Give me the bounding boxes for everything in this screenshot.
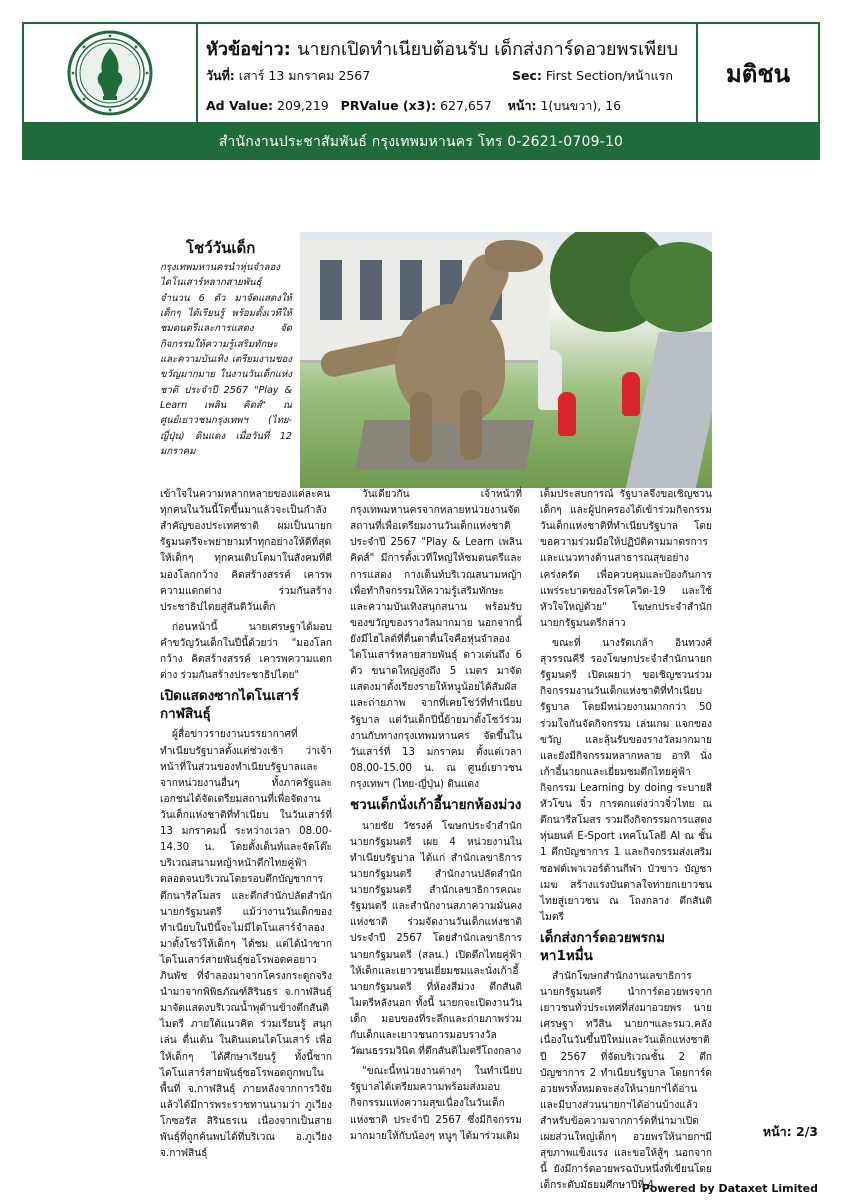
page-number-value: 2/3 <box>796 1124 818 1139</box>
subheading: เด็กส่งการ์ดอวยพรกมหา1หมื่น <box>540 929 665 964</box>
header-info <box>200 24 700 122</box>
dino-pedestal <box>356 420 535 470</box>
column-2 <box>350 487 522 1149</box>
page-value: 1(บนขวา), 16 <box>540 98 622 113</box>
photo-window <box>360 260 382 320</box>
page-number <box>763 1122 818 1142</box>
page-label: หน้า: <box>507 98 537 113</box>
powered-by: Powered by Dataxet Limited <box>641 1182 818 1195</box>
bma-seal-icon <box>67 30 153 116</box>
pr-value-label: PRValue (x3): <box>340 98 437 113</box>
article-columns <box>160 487 712 1192</box>
paragraph: ขณะที่ นางรัดเกล้า อินทวงศ์ สุวรรณคีรี รองโฆษกประจำสำนักนายกรัฐมนตรี เปิดเผยว่า ขอเชิญชวนร่วมกิจกรรมงานวันเด็กแห่งชาติที่ทำเนียบรัฐบาล โดยมีหน่วยงานมากกว่า 50 ร่วมใจกันจัดกิจกรรม เล่นเกม แจกของขวัญ และลุ้นรับของรางวัลมากมาย และยังมีกิจกรรมหลากหลาย อาทิ นั่งเก้าอี้นายกและเยี่ยมชมตึกไทยคู่ฟ้า กิจกรรม Learning by doing ระบายสีหัวโขน จิ๋ว การตกแต่งว่าวจิ๋วไทย ณ ตึกนารีสโมสร รวมถึงกิจกรรมการแสดงหุ่นยนต์ E-Sport เทคโนโลยี AI ณ ชั้น 1 ตึกบัญชาการ 1 และกิจกรรมส่งเสริมซอฟต์เพาเวอร์ด้านกีฬา บัวขาว บัญชาเมฆ สร้างแรงบันดาลใจท่ายกเยาวชนไทยสู่เยาวชน ณ โถงกลาง ตึกสันติไมตรี <box>540 637 712 923</box>
section-label: Sec: <box>512 68 542 83</box>
paragraph: เข้าใจในความหลากหลายของแต่ละคน ทุกคนในวันนี้โตขึ้นมาแล้วจะเป็นกำลังสำคัญของประเทศชาติ ผมเป็นนายกรัฐมนตรีจะพยายามทำทุกอย่างให้ดีที่สุด ให้เด็กๆ ทุกคนเติบโตมาในสังคมที่ดี มองโลกกว้าง คิดสร้างสรรค์ เคารพความแตกต่าง ร่วมกันสร้างประชาธิปไตยสู่สันติวันเด็ก <box>160 489 332 613</box>
ad-value: 209,219 <box>277 98 329 113</box>
headline-label: หัวข้อข่าว: <box>206 39 291 60</box>
paragraph: วันเดียวกัน เจ้าหน้าที่กรุงเทพมหานครจากหลายหน่วยงานจัดสถานที่เพื่อเตรียมงานวันเด็กแห่งชาติ ประจำปี 2567 "Play & Learn เพลิน คิดส์" มีการตั้งเวทีใหญ่ให้ชมดนตรีและการแสดง กางเต็นท์บริเวณสนามหญ้าเพื่อทำกิจกรรมให้ความรู้เสริมทักษะ และความบันเทิงสนุกสนาน พร้อมรับของขวัญของรางวัลมากมาย นอกจากนี้ยังมีไฮไลต์ที่ตื่นตาตื่นใจคือหุ่นจำลองไดโนเสาร์หลายสายพันธุ์ ดาวเด่นถึง 6 ตัว ขนาดใหญ่สูงถึง 5 เมตร มาจัดแสดงมาตั้งเรียงรายให้หนูน้อยได้สัมผัสและถ่ายภาพ จากที่เคยโชว์ที่ทำเนียบรัฐบาล แต่วันเด็กปีนี้ย้ายมาตั้งโชว์ร่วมงานกับทางกรุงเทพมหานคร จัดขึ้นในวันเสาร์ที่ 13 มกราคม ตั้งแต่เวลา 08.00-15.00 น. ณ ศูนย์เยาวชนกรุงเทพฯ (ไทย-ญี่ปุ่น) ดินแดง <box>350 489 522 790</box>
subheading: เปิดแสดงซากไดโนเสาร์กาฬสินธุ์ <box>160 688 299 722</box>
headline: นายกเปิดทำเนียบต้อนรับ เด็กส่งการ์ดอวยพรเพียบ <box>297 39 679 60</box>
date-label: วันที่: <box>206 68 235 83</box>
photo-window <box>320 260 342 320</box>
column-1 <box>160 487 332 1166</box>
section-row <box>512 66 673 86</box>
paragraph: นายชัย วัชรงค์ โฆษกประจำสำนักนายกรัฐมนตรี เผย 4 หน่วยงานในทำเนียบรัฐบาล ได้แก่ สำนักเลขาธิการนายกรัฐมนตรี สำนักงานปลัดสำนักนายกรัฐมนตรี สำนักเลขาธิการคณะรัฐมนตรี และสำนักงานสภาความมั่นคงแห่งชาติ ร่วมจัดงานวันเด็กแห่งชาติ ประจำปี 2567 โดยสำนักเลขาธิการนายกรัฐมนตรี (สลน.) เปิดตึกไทยคู่ฟ้าให้เด็กและเยาวชนเยี่ยมชมและนั่งเก้าอี้นายกรัฐมนตรี ที่ห้องสีม่วง ตึกสันติไมตรีหลังนอก ทั้งนี้ นายกจะเปิดงานวันเด็ก มอบของที่ระลึกและถ่ายภาพร่วมกับเด็กและเยาวชนการมอบรางวัลวัฒนธรรมวินิต ที่ตึกสันติไมตรีโถงกลาง <box>350 820 522 1058</box>
logo-box <box>24 24 198 122</box>
dino-leg <box>410 392 432 462</box>
paragraph: ก่อนหน้านี้ นายเศรษฐาได้มอบคำขวัญวันเด็กในปีนี้ด้วยว่า "มองโลกกว้าง คิดสร้างสรรค์ เคารพความแตกต่าง ร่วมกันสร้างประชาธิปไตย" <box>160 621 332 682</box>
dino-head <box>485 240 543 272</box>
article <box>160 232 712 1192</box>
newspaper-logo: มติชน <box>725 59 791 88</box>
paragraph: เต็มประสบการณ์ รัฐบาลจึงขอเชิญชวนเด็กๆ และผู้ปกครองได้เข้าร่วมกิจกรรมวันเด็กแห่งชาติที่ทำเนียบรัฐบาล โดยขอความร่วมมือให้ปฏิบัติตามมาตรการและแนวทางด้านสาธารณสุขอย่างเคร่งครัด เพื่อควบคุมและป้องกันการแพร่ระบาดของโรคโควิด-19 และใช้หัวใจใหญ่ด้วย" โฆษกประจำสำนักนายกรัฐมนตรีกล่าว <box>540 489 712 629</box>
paragraph: "ขณะนี้หน่วยงานต่างๆ ในทำเนียบรัฐบาลได้เตรียมความพร้อมส่งมอบกิจกรรมแห่งความสุขเนื่องในวันเด็กแห่งชาติ ประจำปี 2567 ซึ่งมีกิจกรรมมากมายให้กับน้องๆ หนูๆ ได้มาร่วมเติม <box>350 1066 522 1142</box>
photo-child <box>622 372 640 416</box>
date-value: เสาร์ 13 มกราคม 2567 <box>238 68 371 83</box>
page-number-label: หน้า: <box>762 1124 792 1139</box>
paragraph: ผู้สื่อข่าวรายงานบรรยากาศที่ทำเนียบรัฐบาลตั้งแต่ช่วงเช้า ว่าเจ้าหน้าที่ในส่วนของทำเนียบรัฐบาลและจากหน่วยงานอื่นๆ ทั้งภาครัฐและเอกชนได้จัดเตรียมสถานที่เพื่อจัดงานวันเด็กแห่งชาติที่ทำเนียบ ในวันเสาร์ที่ 13 มกราคมนี้ ระหว่างเวลา 08.00-14.30 น. โดยตั้งเต็นท์และจัดโต๊ะบริเวณสนามหญ้าหน้าตึกไทยคู่ฟ้า ตลอดจนบริเวณโดยรอบตึกบัญชาการ ตึกนารีสโมสร และตึกสำนักปลัดสำนักนายกรัฐมนตรี แม้ว่างานวันเด็กของทำเนียบในปีนี้จะไม่มีไดโนเสาร์จำลองมาตั้งโชว์ให้เด็กๆ ได้ชม แต่ได้นำซากไดโนเสาร์สายพันธุ์ซอโรพอดคอยาว ภินพัช ที่จำลองมาจากโครงกระดูกจริงนำมาจากพิพิธภัณฑ์สิรินธร จ.กาฬสินธุ์ มาจัดแสดงบริเวณน้ำพุด้านข้างตึกสันติไมตรี ภายใต้แนวคิด ร่วมเรียนรู้ สนุกเล่น ตื่นเต้น ในดินแดนไดโนเสาร์ เพื่อให้เด็กๆ ได้ศึกษาเรียนรู้ ทั้งนี้ซากไดโนเสาร์สายพันธุ์ซอโรพอดถูกพบในพื้นที่ จ.กาฬสินธุ์ ภายหลังจากการวิจัยแล้วได้มีการพระราชทานนามว่า ภูเวียงโกซอรัส สิรินธรเน เนื่องจากเป็นสายพันธุ์ที่ถูกค้นพบได้ที่บริเวณ อ.ภูเวียง จ.กาฬสินธุ์ <box>160 729 332 1160</box>
photo-window <box>400 260 422 320</box>
date-row <box>206 66 370 86</box>
subheading: ชวนเด็กนั่งเก้าอี้นายกห้องม่วง <box>350 797 522 814</box>
column-3 <box>540 487 712 1199</box>
headline-row <box>206 34 678 63</box>
section-value: First Section/หน้าแรก <box>545 68 673 83</box>
value-row <box>206 96 621 116</box>
paragraph: สำนักโฆษกสำนักงานเลขาธิการนายกรัฐมนตรี นำการ์ดอวยพรจากเยาวชนทั่วประเทศที่ส่งมาอวยพร นายเศรษฐา ทวีสิน นายกฯและรมว.คลัง เนื่องในวันขึ้นปีใหม่และวันเด็กแห่งชาติ ปี 2567 ที่จัดบริเวณชั้น 2 ตึกบัญชาการ 2 ทำเนียบรัฐบาล โดยการ์ดอวยพรทั้งหมดจะส่งให้นายกฯได้อ่าน และมีบางส่วนนายกฯได้อ่านบ้างแล้ว สำหรับข้อความจากการ์ดที่น่ามาเปิดเผยส่วนใหญ่เด็กๆ อวยพรให้นายกฯมีสุขภาพแข็งแรง และขอให้สู้ๆ นอกจากนี้ ยังมีการ์ดอวยพรฉบับหนึ่งที่เขียนโดยเด็กระดับมัธยมศึกษาปีที่ 4 <box>540 971 712 1192</box>
caption-title: โชว์วันเด็ก <box>186 239 256 257</box>
pr-value: 627,657 <box>440 98 492 113</box>
photo-child <box>558 392 576 436</box>
news-photo <box>300 232 712 488</box>
ad-value-label: Ad Value: <box>206 98 274 113</box>
clipping-header <box>22 22 820 124</box>
newspaper-box <box>696 24 818 122</box>
caption-text: กรุงเทพมหานครนำหุ่นจำลองไดโนเสาร์หลากสายพันธุ์ จำนวน 6 ตัว มาจัดแสดงให้เด็กๆ ได้เรียนรู้ พร้อมตั้งเวทีให้ชมดนตรีและการแสดง จัดกิจกรรมให้ความรู้เสริมทักษะและความบันเทิง เตรียมงานของขวัญมากมาย ในงานวันเด็กแห่งชาติ ประจำปี 2567 "Play & Learn เพลิน คิดส์" ณ ศูนย์เยาวชนกรุงเทพฯ (ไทย-ญี่ปุ่น) ดินแดง เมื่อวันที่ 12 มกราคม <box>160 262 292 458</box>
dino-leg <box>460 390 482 460</box>
contact-bar: สำนักงานประชาสัมพันธ์ กรุงเทพมหานคร โทร 0-2621-0709-10 <box>22 124 820 160</box>
